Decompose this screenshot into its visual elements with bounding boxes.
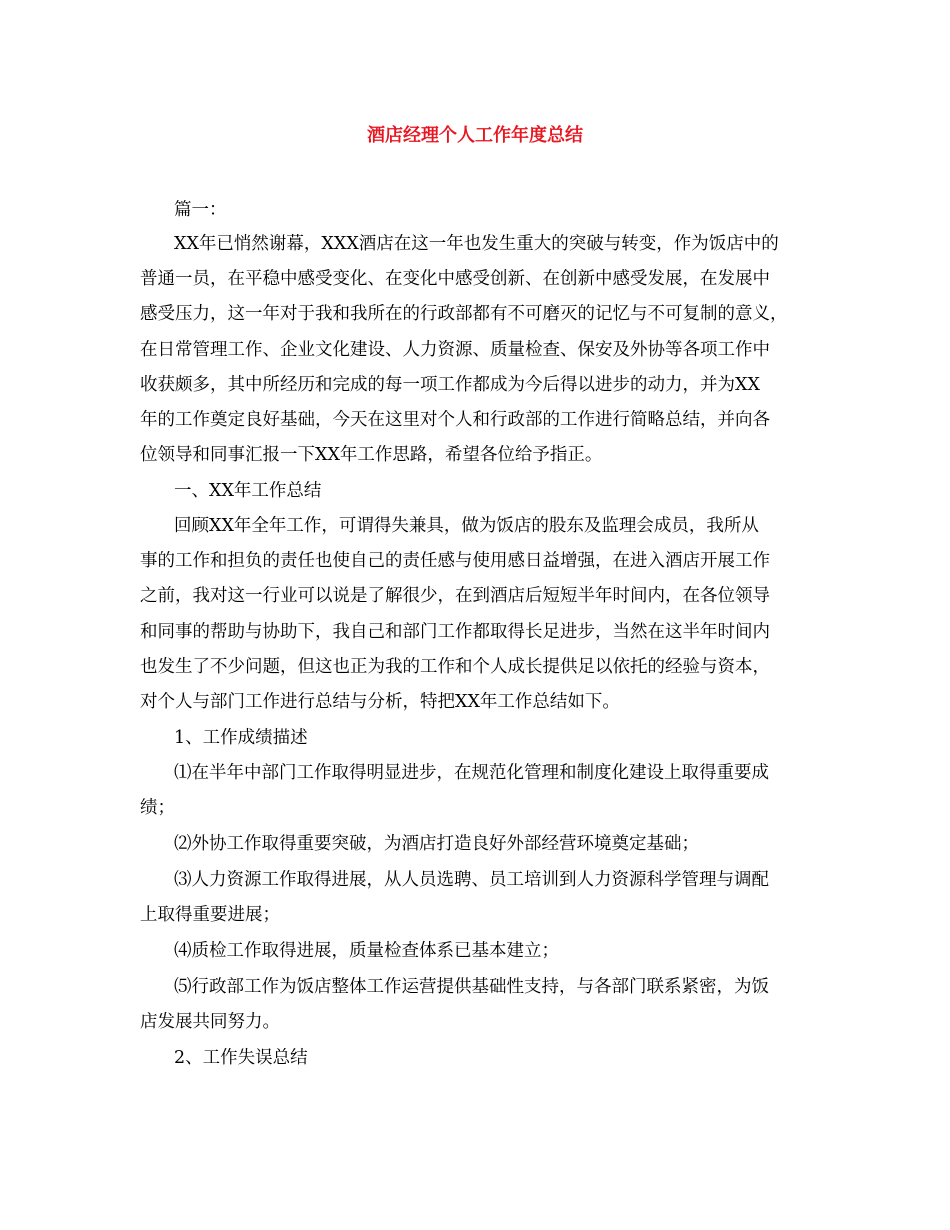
paragraph-line: 之前，我对这一行业可以说是了解很少，在到酒店后短短半年时间内，在各位领导 (140, 586, 770, 606)
document-title: 酒店经理个人工作年度总结 (367, 125, 583, 146)
paragraph-line: 年的工作奠定良好基础，今天在这里对个人和行政部的工作进行简略总结，并向各 (140, 410, 770, 430)
subsection-heading: 1、工作成绩描述 (174, 728, 308, 748)
paragraph-line: 事的工作和担负的责任也使自己的责任感与使用感日益增强，在进入酒店开展工作 (140, 551, 770, 571)
subsection-heading: 2、工作失误总结 (174, 1048, 308, 1068)
paragraph-line: 收获颇多，其中所经历和完成的每一项工作都成为今后得以进步的动力，并为XX (140, 375, 760, 395)
list-item: ⑴在半年中部门工作取得明显进步，在规范化管理和制度化建设上取得重要成 (174, 763, 769, 783)
paragraph-line: 也发生了不少问题，但这也正为我的工作和个人成长提供足以依托的经验与资本， (140, 657, 770, 677)
paragraph-line: 普通一员，在平稳中感受变化、在变化中感受创新、在创新中感受发展，在发展中 (140, 269, 770, 289)
paragraph-line: 回顾XX年全年工作，可谓得失兼具，做为饭店的股东及监理会成员，我所从 (174, 516, 759, 536)
list-item-continuation: 店发展共同努力。 (140, 1012, 280, 1032)
list-item-continuation: 绩； (140, 798, 175, 818)
list-item: ⑶人力资源工作取得进展，从人员选聘、员工培训到人力资源科学管理与调配 (174, 870, 769, 890)
section-heading: 一、XX年工作总结 (174, 481, 322, 501)
list-item: ⑵外协工作取得重要突破，为酒店打造良好外部经营环境奠定基础； (174, 834, 699, 854)
paragraph-line: 对个人与部门工作进行总结与分析，特把XX年工作总结如下。 (140, 692, 620, 712)
paragraph-line: 和同事的帮助与协助下，我自己和部门工作都取得长足进步，当然在这半年时间内 (140, 622, 770, 642)
list-item: ⑷质检工作取得进展，质量检查体系已基本建立； (174, 941, 559, 961)
list-item: ⑸行政部工作为饭店整体工作运营提供基础性支持，与各部门联系紧密，为饭 (174, 977, 769, 997)
section-heading: 篇一： (174, 200, 227, 220)
paragraph-line: XX年已悄然谢幕，XXX酒店在这一年也发生重大的突破与转变，作为饭店中的 (174, 234, 779, 254)
paragraph-line: 位领导和同事汇报一下XX年工作思路，希望各位给予指正。 (140, 445, 603, 465)
list-item-continuation: 上取得重要进展； (140, 905, 280, 925)
paragraph-line: 感受压力，这一年对于我和我所在的行政部都有不可磨灭的记忆与不可复制的意义， (140, 304, 788, 324)
paragraph-line: 在日常管理工作、企业文化建设、人力资源、质量检查、保安及外协等各项工作中 (140, 340, 770, 360)
